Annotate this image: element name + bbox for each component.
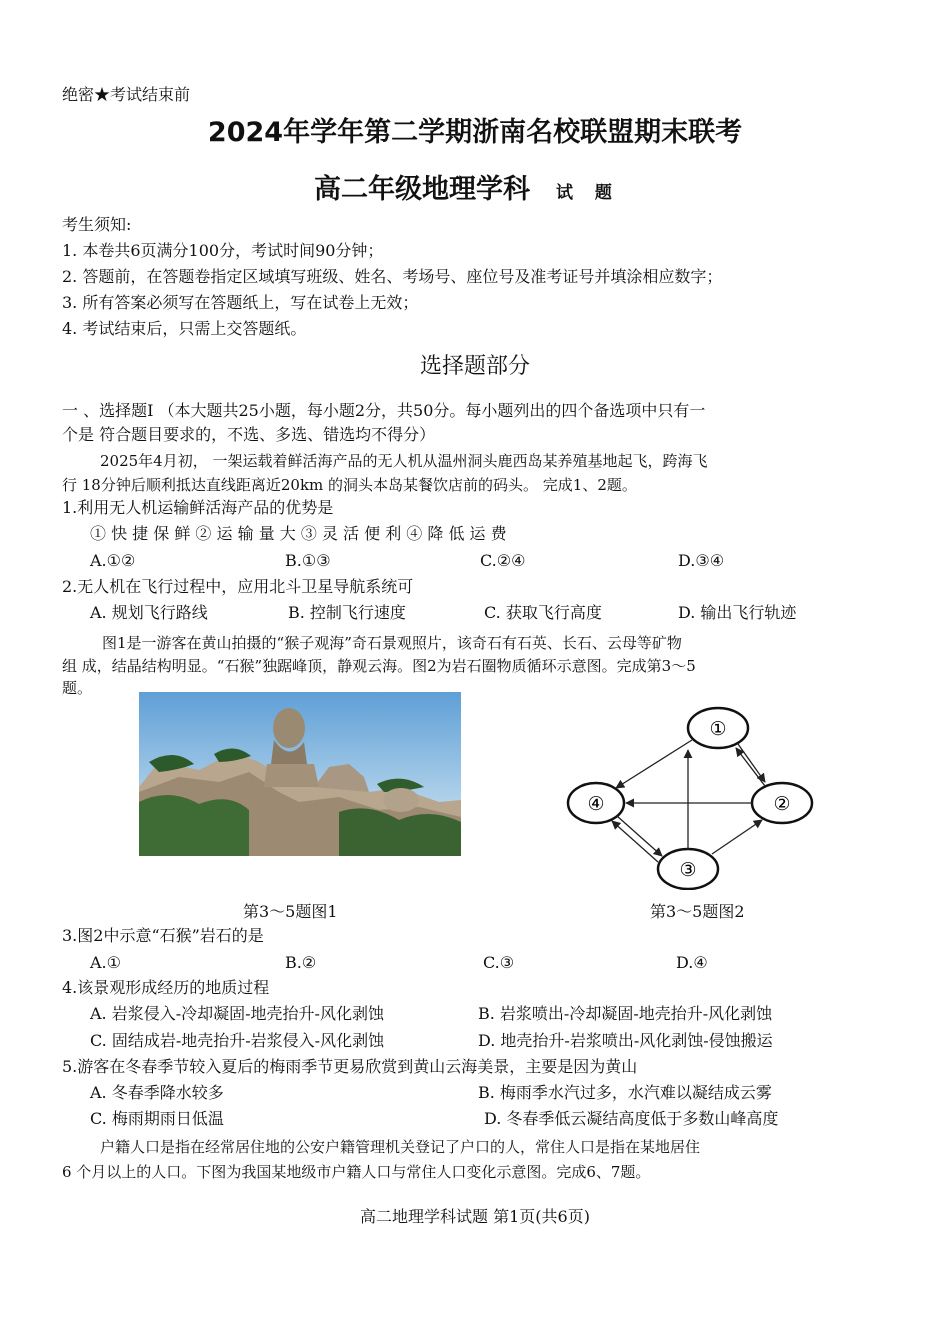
monkey-rock-photo <box>139 692 461 856</box>
arrow-1-to-4 <box>616 740 692 788</box>
q4-option-b: B. 岩浆喷出-冷却凝固-地壳抬升-风化剥蚀 <box>478 1004 773 1023</box>
q5-option-d: D. 冬春季低云凝结高度低于多数山峰高度 <box>484 1109 779 1128</box>
rock-cycle-diagram <box>560 700 830 890</box>
figure1-caption: 第3～5题图1 <box>243 902 338 921</box>
q3-stem: 3.图2中示意“石猴”岩石的是 <box>62 926 264 945</box>
notice-item: 2. 答题前，在答题卷指定区域填写班级、姓名、考场号、座位号及准考证号并填涂相应数字； <box>62 267 723 286</box>
passage2-line1: 图1是一游客在黄山拍摄的“猴子观海”奇石景观照片，该奇石有石英、长石、云母等矿物 <box>102 634 682 652</box>
part-intro-line2: 个是 符合题目要求的，不选、多选、错选均不得分） <box>62 425 436 444</box>
exam-title: 2024年学年第二学期浙南名校联盟期末联考 <box>207 117 743 148</box>
passage3-line2: 6 个月以上的人口。下图为我国某地级市户籍人口与常住人口变化示意图。完成6、7题。 <box>62 1163 651 1181</box>
q5-stem: 5.游客在冬春季节较入夏后的梅雨季节更易欣赏到黄山云海美景，主要是因为黄山 <box>62 1057 638 1076</box>
q2-option-a: A. 规划飞行路线 <box>90 603 208 622</box>
part-intro-line1: 一 、选择题Ⅰ （本大题共25小题，每小题2分，共50分。每小题列出的四个备选项中只有一 <box>62 401 706 420</box>
q2-option-d: D. 输出飞行轨迹 <box>678 603 797 622</box>
arrow-3-to-4 <box>612 821 658 862</box>
passage3-line1: 户籍人口是指在经常居住地的公安户籍管理机关登记了户口的人，常住人口是指在某地居住 <box>100 1138 701 1156</box>
q5-option-c: C. 梅雨期雨日低温 <box>90 1109 224 1128</box>
q5-option-a: A. 冬春季降水较多 <box>90 1083 224 1102</box>
q5-option-b: B. 梅雨季水汽过多，水汽难以凝结成云雾 <box>478 1083 772 1102</box>
page-footer: 高二地理学科试题 第1页(共6页) <box>360 1207 590 1226</box>
section-title: 选择题部分 <box>419 354 530 379</box>
arrow-3-to-2 <box>712 820 762 854</box>
figure2-caption: 第3～5题图2 <box>650 902 745 921</box>
q1-option-c: C.②④ <box>480 551 526 570</box>
passage1-line1: 2025年4月初， 一架运载着鲜活海产品的无人机从温州洞头鹿西岛某养殖基地起飞，跨海飞 <box>100 452 708 470</box>
figure1-photo <box>139 692 461 856</box>
q4-stem: 4.该景观形成经历的地质过程 <box>62 978 270 997</box>
q3-option-a: A.① <box>90 953 121 972</box>
notice-heading: 考生须知: <box>62 215 132 234</box>
q4-option-c: C. 固结成岩-地壳抬升-岩浆侵入-风化剥蚀 <box>90 1031 385 1050</box>
notice-item: 1. 本卷共6页满分100分，考试时间90分钟； <box>62 241 384 260</box>
q1-option-a: A.①② <box>90 551 136 570</box>
passage2-line2: 组 成，结晶结构明显。“石猴”独踞峰顶，静观云海。图2为岩石圈物质循环示意图。完成第3～5 <box>62 657 696 675</box>
node-3-label: ③ <box>679 859 697 881</box>
notice-item: 4. 考试结束后，只需上交答题纸。 <box>62 319 307 338</box>
notice-item: 3. 所有答案必须写在答题纸上，写在试卷上无效； <box>62 293 419 312</box>
node-4-label: ④ <box>587 793 605 815</box>
arrow-2-to-1 <box>736 748 765 786</box>
q3-option-c: C.③ <box>483 953 515 972</box>
figure2-diagram <box>560 700 830 890</box>
q3-option-d: D.④ <box>676 953 708 972</box>
q3-option-b: B.② <box>285 953 317 972</box>
arrow-1-to-2 <box>738 744 765 782</box>
exam-subtitle <box>314 173 620 210</box>
q2-stem: 2.无人机在飞行过程中，应用北斗卫星导航系统可 <box>62 577 414 596</box>
q1-option-b: B.①③ <box>285 551 331 570</box>
q2-option-b: B. 控制飞行速度 <box>288 603 406 622</box>
confidential-label: 绝密★考试结束前 <box>62 85 191 104</box>
passage2-line3: 题。 <box>62 679 93 697</box>
q4-option-d: D. 地壳抬升-岩浆喷出-风化剥蚀-侵蚀搬运 <box>478 1031 773 1050</box>
subject-name: 高二年级地理学科 <box>314 174 530 205</box>
node-1-label: ① <box>709 718 727 740</box>
node-2-label: ② <box>773 793 791 815</box>
q1-stem: 1.利用无人机运输鲜活海产品的优势是 <box>62 498 334 517</box>
passage1-line2: 行 18分钟后顺利抵达直线距离近20km 的洞头本岛某餐饮店前的码头。 完成1、2题。 <box>62 476 637 494</box>
q1-option-d: D.③④ <box>678 551 725 570</box>
arrow-4-to-3 <box>617 816 662 856</box>
q4-option-a: A. 岩浆侵入-冷却凝固-地壳抬升-风化剥蚀 <box>90 1004 384 1023</box>
q2-option-c: C. 获取飞行高度 <box>484 603 602 622</box>
subtitle-suffix: 试 题 <box>556 183 620 203</box>
q1-statements: ① 快 捷 保 鲜 ② 运 输 量 大 ③ 灵 活 便 利 ④ 降 低 运 费 <box>90 524 507 543</box>
